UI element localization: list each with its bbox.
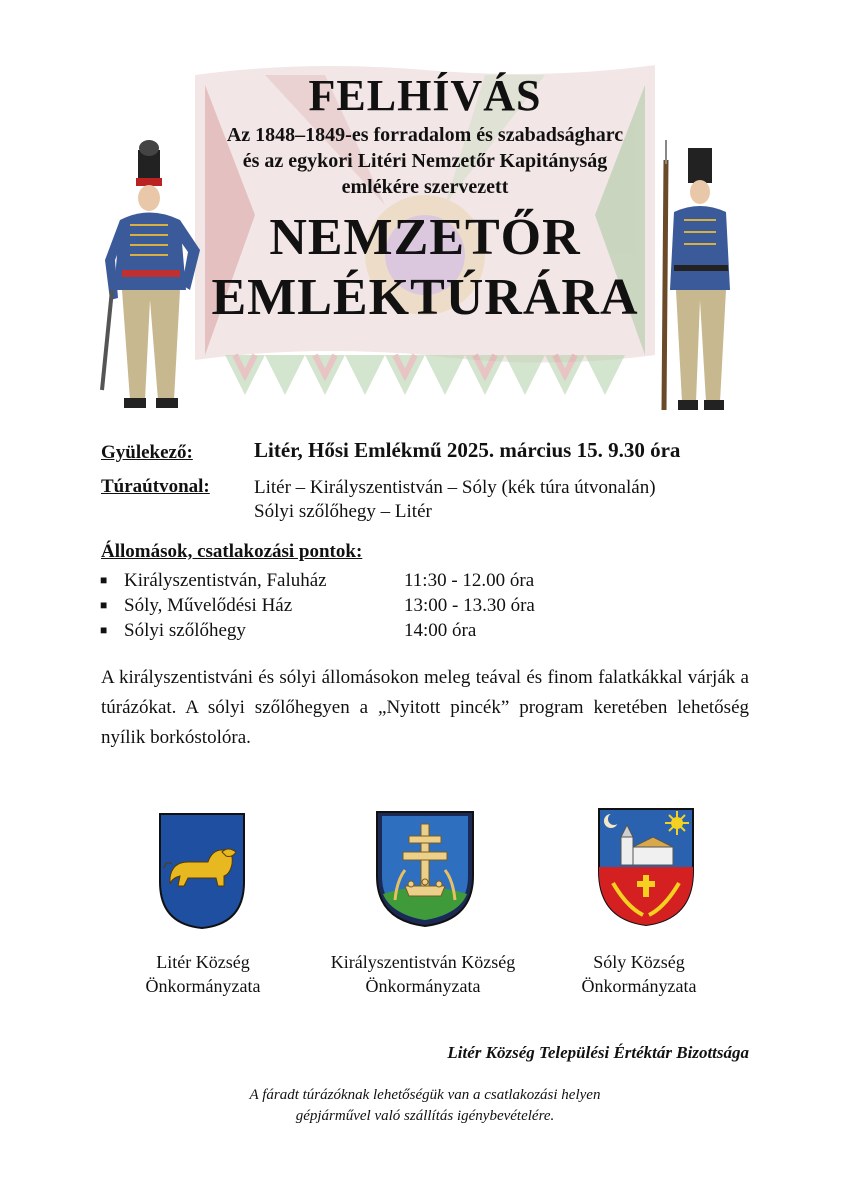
list-item <box>100 568 600 593</box>
station-place: Sóly, Művelődési Ház <box>124 594 293 616</box>
station-time: 14:00 óra <box>404 619 477 641</box>
station-place: Királyszentistván, Faluház <box>124 569 327 591</box>
description-paragraph: A királyszentistváni és sólyi állomásokon meleg teával és finom falatkákkal várják a túrázókat. A sólyi szőlőhegyen a „Nyitott pincék” program keretében lehetőség nyílik borkóstolóra. <box>101 667 749 748</box>
main-title-line-1: NEMZETŐR <box>269 209 581 266</box>
crest-caption-line: Litér Község <box>156 952 250 972</box>
crest-caption-line: Királyszentistván Község <box>330 952 516 972</box>
stations-list <box>100 568 600 643</box>
gathering-value: Litér, Hősi Emlékmű 2025. március 15. 9.30 óra <box>254 438 681 462</box>
main-title-line-2: EMLÉKTÚRÁRA <box>211 269 639 326</box>
crest-caption-liter <box>110 950 296 998</box>
subtitle-line: emlékére szervezett <box>341 176 509 198</box>
station-place: Sólyi szőlőhegy <box>124 619 246 641</box>
liter-coat-of-arms-icon <box>158 812 246 930</box>
route-line: Litér – Királyszentistván – Sóly (kék túra útvonalán) <box>254 477 656 498</box>
footnote-line: A fáradt túrázóknak lehetőségük van a csatlakozási helyen <box>249 1087 601 1103</box>
crest-caption-line: Önkormányzata <box>145 976 261 996</box>
crest-caption-line: Önkormányzata <box>365 976 481 996</box>
subtitle-line: és az egykori Litéri Nemzetőr Kapitányság <box>242 150 608 172</box>
stations-heading: Állomások, csatlakozási pontok: <box>101 541 363 562</box>
footnote-line: gépjárművel való szállítás igénybevételére. <box>295 1108 555 1124</box>
station-time: 11:30 - 12.00 óra <box>404 569 535 591</box>
bullet: ■ <box>100 623 108 637</box>
route-label: Túraútvonal: <box>101 476 210 497</box>
subtitle-line: Az 1848–1849-es forradalom és szabadságharc <box>226 124 624 146</box>
gathering-label: Gyülekező: <box>101 442 193 463</box>
crest-caption-kiralyszentistvan <box>305 950 541 998</box>
crest-caption-line: Önkormányzata <box>581 976 697 996</box>
soly-coat-of-arms-icon <box>597 807 695 927</box>
bullet: ■ <box>100 598 108 612</box>
station-time: 13:00 - 13.30 óra <box>404 594 535 616</box>
subtitle <box>0 122 850 200</box>
crest-caption-line: Sóly Község <box>593 952 685 972</box>
footnote <box>0 1085 850 1127</box>
list-item <box>100 593 600 618</box>
list-item <box>100 618 600 643</box>
page-title: FELHÍVÁS <box>308 71 542 120</box>
kiralyszentistvan-coat-of-arms-icon <box>375 810 475 928</box>
crest-caption-soly <box>556 950 722 998</box>
committee-signature: Litér Község Települési Értéktár Bizottsága <box>447 1043 749 1062</box>
bullet: ■ <box>100 573 108 587</box>
route-line: Sólyi szőlőhegy – Litér <box>254 501 432 522</box>
route-value <box>254 476 656 524</box>
